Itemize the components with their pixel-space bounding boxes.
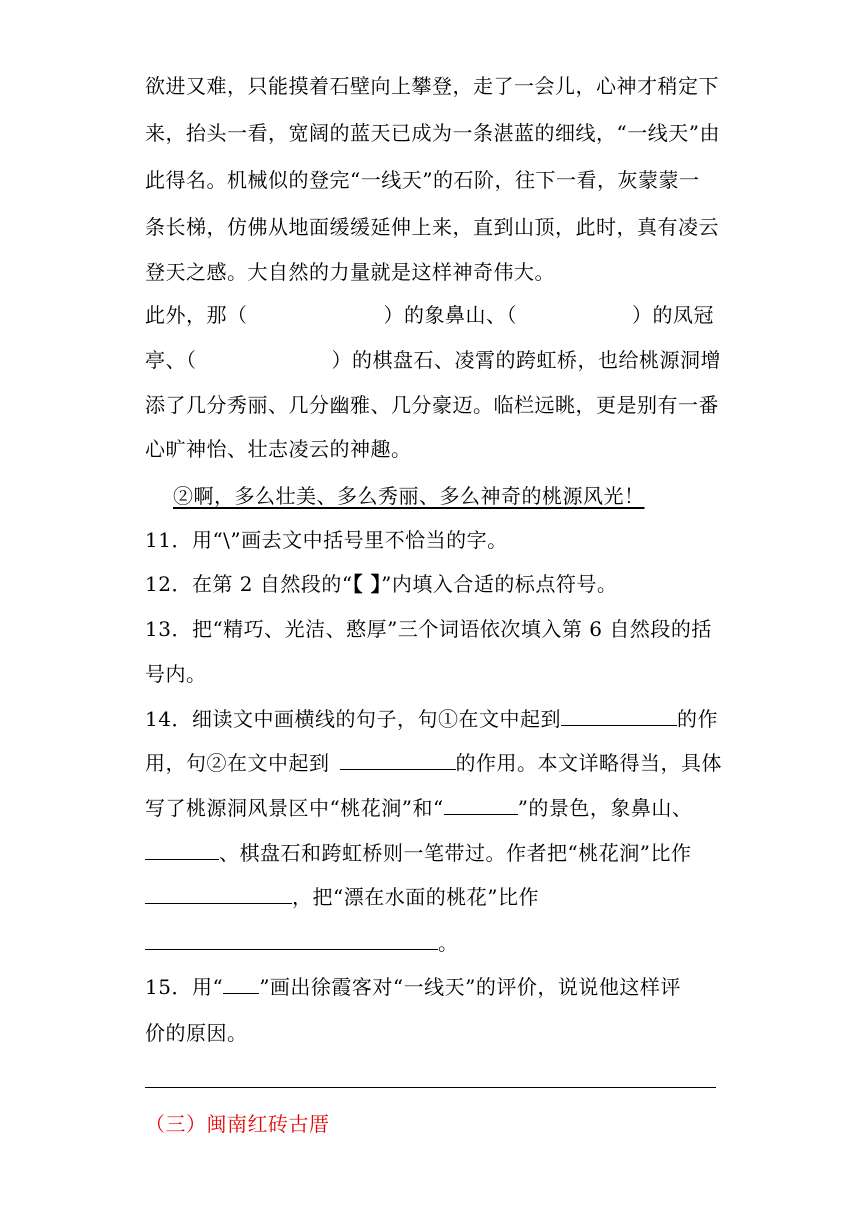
question-14-cont	[145, 931, 459, 955]
question-14	[145, 707, 718, 731]
text-span: ”的景色，象鼻山、	[517, 796, 693, 820]
passage-line: 来，抬头一看，宽阔的蓝天已成为一条湛蓝的细线，“一线天”由	[145, 121, 720, 145]
question-15-cont: 价的原因。	[145, 1021, 248, 1045]
text-span: 的作	[676, 707, 718, 731]
text-span: 。	[438, 931, 459, 955]
text-span: 12．在第 2 自然段的“	[145, 572, 353, 596]
question-13: 13．把“精巧、光洁、憨厚”三个词语依次填入第 6 自然段的括	[145, 617, 712, 641]
question-14-cont	[145, 751, 722, 775]
text-span: ”内填入合适的标点符号。	[381, 572, 618, 596]
underlined-sentence-2: ②啊，多么壮美、多么秀丽、多么神奇的桃源风光！	[173, 484, 645, 508]
question-12	[145, 572, 617, 596]
passage-line: 条长梯，仿佛从地面缓缓延伸上来，直到山顶，此时，真有凌云	[145, 215, 719, 239]
answer-blank[interactable]	[444, 796, 518, 815]
text-span: ”画出徐霞客对“一线天”的评价，说说他这样评	[259, 975, 681, 999]
answer-blank[interactable]	[145, 885, 292, 904]
text-span: 此外，那（	[145, 303, 248, 327]
passage-line	[145, 348, 721, 372]
text-span: 用，句②在文中起到	[145, 751, 330, 775]
passage-line: 欲进又难，只能摸着石壁向上攀登，走了一会儿，心神才稍定下	[145, 74, 719, 98]
text-span: 14．细读文中画横线的句子，句①在文中起到	[145, 707, 561, 731]
answer-blank[interactable]	[340, 751, 456, 770]
text-span: 写了桃源洞风景区中“桃花涧”和“	[145, 796, 444, 820]
section-heading: （三）闽南红砖古厝	[145, 1112, 330, 1136]
passage-line: 此得名。机械似的登完“一线天”的石阶，往下一看，灰蒙蒙一	[145, 168, 700, 192]
passage-line: 心旷神怡、壮志凌云的神趣。	[145, 437, 412, 461]
text-span: ）的象鼻山、（	[383, 303, 517, 327]
question-14-cont	[145, 796, 692, 820]
question-14-cont	[145, 841, 691, 865]
text-span: 15．用“	[145, 975, 224, 999]
bracket-symbol: 【 】	[352, 572, 382, 596]
passage-line	[145, 303, 714, 327]
text-span: ）的凤冠	[632, 303, 714, 327]
text-span: ，把“漂在水面的桃花”比作	[292, 885, 539, 909]
question-14-cont	[145, 885, 539, 909]
passage-line: 添了几分秀丽、几分幽雅、几分豪迈。临栏远眺，更是别有一番	[145, 393, 719, 417]
answer-blank[interactable]	[561, 707, 677, 726]
question-15	[145, 975, 681, 999]
question-13-cont: 号内。	[145, 662, 207, 686]
passage-line: 登天之感。大自然的力量就是这样神奇伟大。	[145, 260, 555, 284]
wavy-line-sample	[223, 977, 259, 994]
text-span: ）的棋盘石、凌霄的跨虹桥，也给桃源洞增	[331, 348, 721, 372]
text-span: 、棋盘石和跨虹桥则一笔带过。作者把“桃花涧”比作	[219, 841, 692, 865]
text-span: 亭、（	[145, 348, 197, 372]
question-11: 11．用“\”画去文中括号里不恰当的字。	[145, 528, 508, 552]
answer-blank[interactable]	[145, 841, 219, 860]
answer-blank[interactable]	[145, 931, 438, 950]
text-span: 的作用。本文详略得当，具体	[455, 751, 722, 775]
answer-line[interactable]	[145, 1087, 716, 1088]
